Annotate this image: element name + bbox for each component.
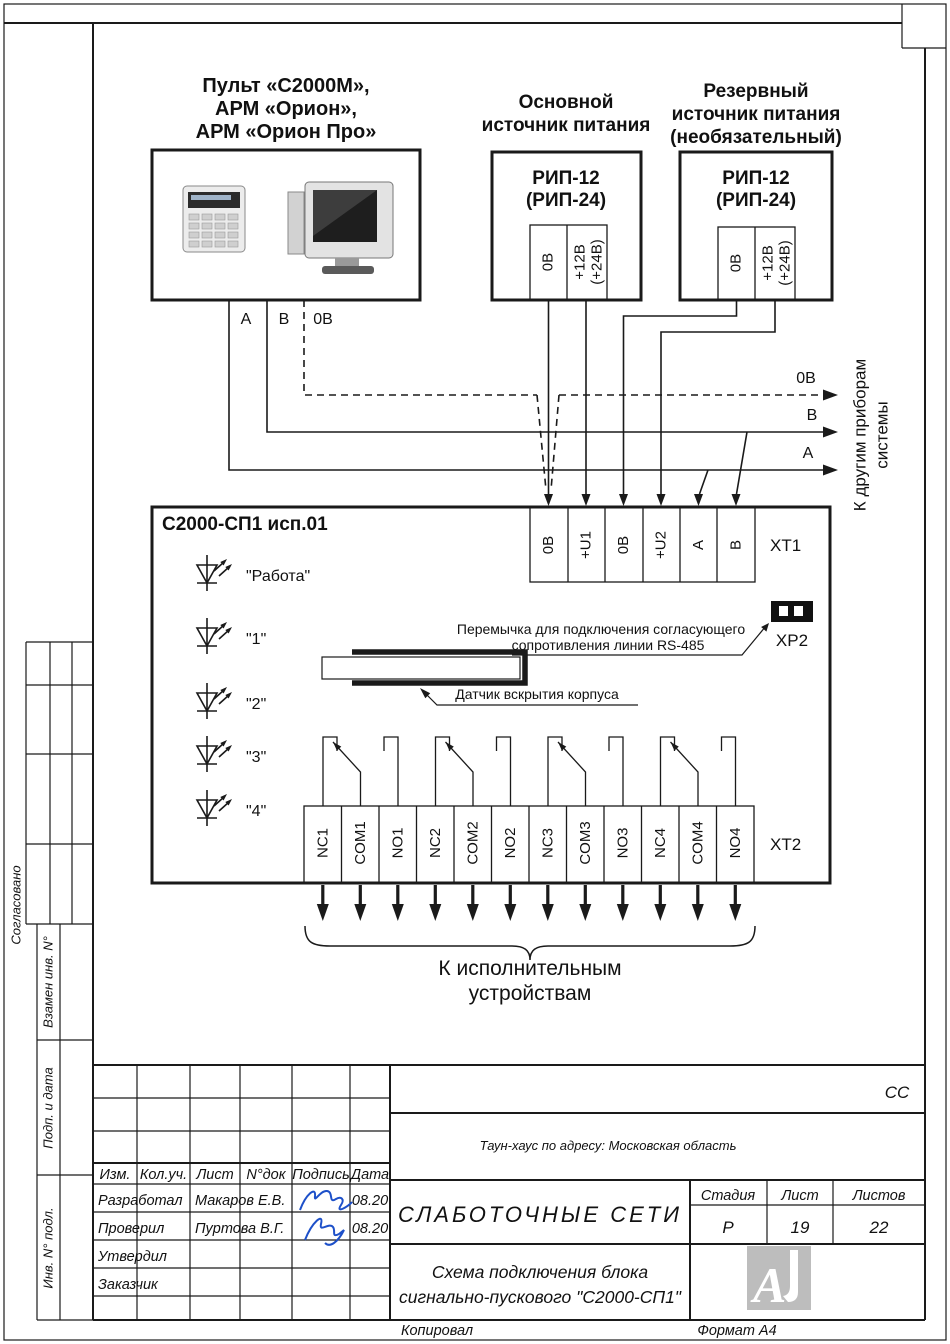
xt2-label: ХТ2 xyxy=(770,835,802,854)
xt2-terminal-com1: COM1 xyxy=(351,821,369,865)
logo-letter: А xyxy=(753,1257,787,1313)
led-label-4: "4" xyxy=(246,803,267,820)
tamper-label: Датчик вскрытия корпуса xyxy=(455,686,619,702)
led-1-icon xyxy=(197,618,232,654)
main-psu-caption-line2: источник питания xyxy=(481,115,651,136)
reserve-psu-caption-line1: Резервный xyxy=(703,81,809,102)
main-psu-caption-line1: Основной xyxy=(518,92,614,113)
console-title-line2: АРМ «Орион», xyxy=(215,98,357,120)
monitor-image xyxy=(288,182,393,274)
xt1-terminal-0v-1: 0В xyxy=(540,535,557,555)
tb-list-header: Лист xyxy=(781,1188,819,1204)
console-title-line3: АРМ «Орион Про» xyxy=(195,121,377,143)
main-psu-box xyxy=(482,92,651,300)
main-psu-name-line2: (РИП-24) xyxy=(525,190,607,211)
tb-header-podpis: Подпись xyxy=(292,1167,350,1183)
xp2-label: ХР2 xyxy=(775,631,809,650)
tb-row-role-0: Разработал xyxy=(98,1193,183,1209)
replaced-inv-label: Взамен инв. N° xyxy=(40,936,56,1028)
reserve-psu-name-line2: (РИП-24) xyxy=(715,190,797,211)
xt2-terminal-com2: COM2 xyxy=(464,821,482,865)
xt2-terminal-no2: NO2 xyxy=(501,827,519,859)
console-wire-label-a: А xyxy=(240,311,252,328)
main-psu-name-line1: РИП-12 xyxy=(532,168,600,189)
signatures xyxy=(300,1191,352,1245)
relay-contacts xyxy=(323,737,736,806)
actuator-arrows xyxy=(305,885,755,1005)
title-block xyxy=(93,1065,925,1320)
tb-object: Таун-хаус по адресу: Московская область xyxy=(479,1138,737,1153)
signature-checker xyxy=(305,1219,344,1245)
tb-sheet-title-line1: Схема подключения блока xyxy=(431,1262,649,1282)
led-3-icon xyxy=(197,736,232,772)
jumper-note-line2: сопротивления линии RS-485 xyxy=(511,637,705,653)
led-4-icon xyxy=(197,790,232,826)
tb-header-ndoc: N°док xyxy=(246,1167,286,1183)
reserve-psu-name-line1: РИП-12 xyxy=(722,168,790,189)
xt1-terminal-b: В xyxy=(727,539,745,551)
signature-developer xyxy=(300,1191,352,1210)
sign-date-label: Подп. и дата xyxy=(40,1067,56,1149)
xt2-terminal-no3: NO3 xyxy=(614,827,632,859)
reserve-psu-box xyxy=(670,81,842,300)
device-box xyxy=(152,507,830,883)
tb-list-value: 19 xyxy=(790,1218,810,1237)
main-psu-terminal-24v: (+24В) xyxy=(588,239,606,285)
xt2-terminal-nc4: NC4 xyxy=(651,827,669,859)
bottom-strip xyxy=(401,1323,777,1339)
led-indicators xyxy=(197,555,310,826)
led-label-rabota: "Работа" xyxy=(246,568,311,585)
left-margin-columns xyxy=(9,642,94,1320)
main-psu-terminal-12v: +12В xyxy=(571,244,589,280)
xt1-terminal-u2: +U2 xyxy=(652,531,670,559)
xt1-terminal-0v-2: 0В xyxy=(615,535,632,555)
xt1-terminal-row xyxy=(530,507,801,582)
to-other-devices-line2: системы xyxy=(872,401,892,469)
jumper-note-line1: Перемычка для подключения согласующего xyxy=(456,621,746,637)
led-2-icon xyxy=(197,683,232,719)
xt2-terminal-com3: COM3 xyxy=(576,821,594,865)
reserve-psu-terminal-0v: 0В xyxy=(727,253,745,273)
led-label-2: "2" xyxy=(246,696,267,713)
keypad-image xyxy=(183,186,245,252)
xt2-terminal-nc2: NC2 xyxy=(426,827,444,859)
tb-row-name-1: Пуртова В.Г. xyxy=(195,1221,285,1237)
tb-header-list: Лист xyxy=(196,1167,234,1183)
tb-row-name-0: Макаров Е.В. xyxy=(195,1193,286,1209)
to-other-devices-line1: К другим приборам xyxy=(850,358,870,512)
tb-sheet-title-line2: сигнально-пускового "С2000-СП1" xyxy=(398,1287,682,1307)
xp2-jumper xyxy=(457,601,813,655)
reserve-psu-terminal-12v: +12В xyxy=(759,245,777,281)
xt2-terminal-no4: NO4 xyxy=(726,827,744,859)
xt1-label: ХТ1 xyxy=(770,536,802,555)
console-wire-label-b: В xyxy=(278,311,290,328)
tb-row-date-0: 08.20 xyxy=(351,1193,389,1209)
wiring xyxy=(229,300,892,511)
format-label: Формат А4 xyxy=(697,1323,777,1339)
tb-row-role-2: Утвердил xyxy=(98,1249,167,1265)
company-logo xyxy=(747,1246,811,1313)
xt2-terminal-nc1: NC1 xyxy=(314,827,332,859)
console-title-line1: Пульт «С2000М», xyxy=(202,75,370,97)
tb-header-data: Дата xyxy=(350,1167,390,1183)
led-label-1: "1" xyxy=(246,631,267,648)
reserve-psu-terminal-24v: (+24В) xyxy=(776,240,794,286)
tb-row-role-3: Заказчик xyxy=(98,1277,158,1293)
tamper-sensor xyxy=(322,652,638,705)
tb-header-izm: Изм. xyxy=(99,1167,131,1183)
agreed-label: Согласовано xyxy=(8,865,24,945)
to-actuators-line2: устройствам xyxy=(468,982,592,1005)
page-border xyxy=(4,4,946,1340)
tb-row-role-1: Проверил xyxy=(98,1221,165,1237)
tb-stage-header: Стадия xyxy=(700,1188,756,1204)
tb-doc-mark: СС xyxy=(884,1083,910,1102)
led-rabota-icon xyxy=(197,555,232,591)
tb-row-date-1: 08.20 xyxy=(351,1221,389,1237)
tb-header-koluch: Кол.уч. xyxy=(139,1167,188,1183)
device-name: С2000-СП1 исп.01 xyxy=(162,514,328,535)
xt2-terminal-com4: COM4 xyxy=(689,821,707,865)
brace xyxy=(305,926,755,960)
reserve-psu-caption-line2: источник питания xyxy=(671,104,841,125)
xt2-terminal-nc3: NC3 xyxy=(539,827,557,859)
tb-section-title: СЛАБОТОЧНЫЕ СЕТИ xyxy=(398,1202,682,1227)
tb-listov-header: Листов xyxy=(852,1188,906,1204)
inv-orig-label: Инв. N° подл. xyxy=(40,1207,56,1289)
bus-label-b: В xyxy=(806,407,818,424)
tb-stage-value: Р xyxy=(722,1218,734,1237)
xt2-terminal-no1: NO1 xyxy=(389,827,407,859)
xt1-terminal-a: А xyxy=(690,539,707,551)
bus-label-a: А xyxy=(802,445,814,462)
reserve-psu-caption-line3: (необязательный) xyxy=(670,127,842,148)
copied-label: Копировал xyxy=(400,1323,474,1339)
xt2-terminal-row xyxy=(304,806,801,883)
to-actuators-line1: К исполнительным xyxy=(438,957,622,980)
console-wire-label-0v: 0В xyxy=(313,311,333,328)
console-box xyxy=(152,75,420,300)
led-label-3: "3" xyxy=(246,749,267,766)
bus-label-0v: 0В xyxy=(796,370,816,387)
xt1-terminal-u1: +U1 xyxy=(577,531,595,559)
tb-listov-value: 22 xyxy=(869,1218,889,1237)
main-psu-terminal-0v: 0В xyxy=(539,252,557,272)
